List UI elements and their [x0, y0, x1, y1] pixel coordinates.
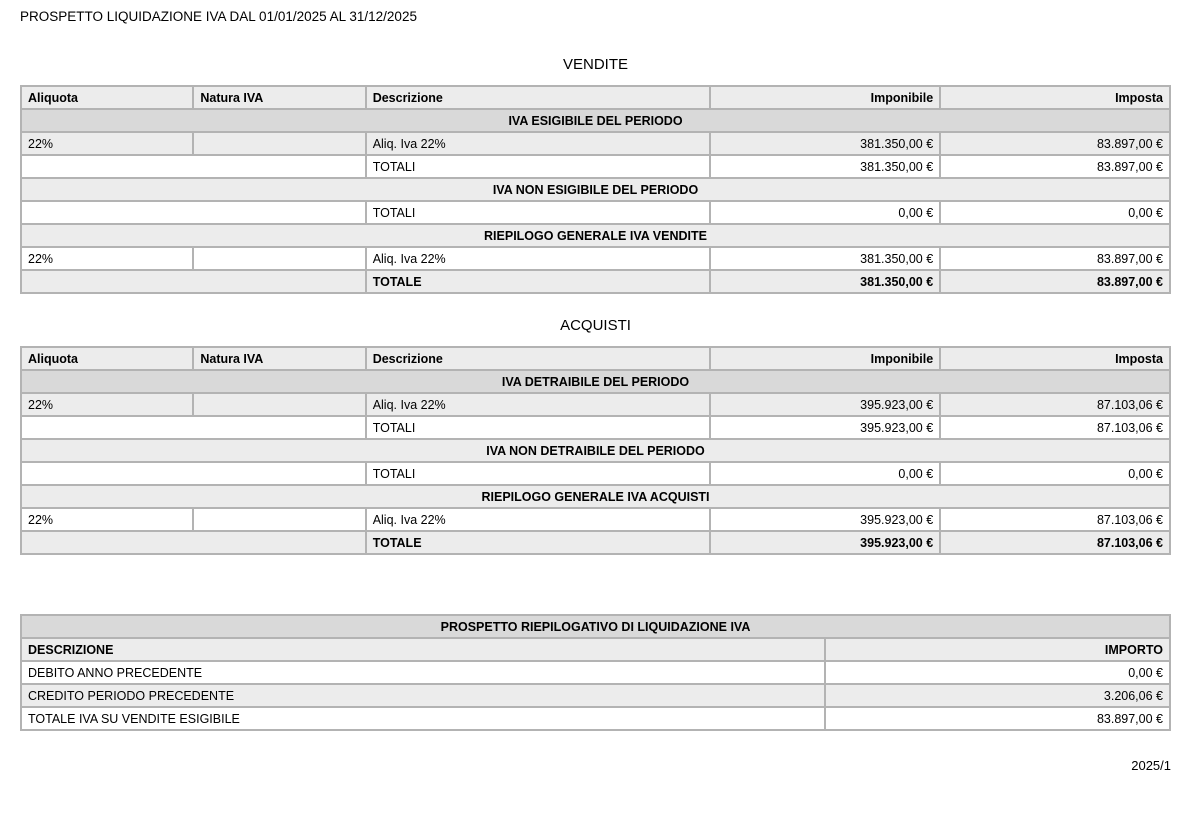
cell-natura-iva — [193, 247, 365, 270]
cell-descrizione: Aliq. Iva 22% — [366, 132, 711, 155]
column-header-imposta: Imposta — [940, 86, 1170, 109]
cell-descrizione: Aliq. Iva 22% — [366, 508, 711, 531]
cell-descrizione: DEBITO ANNO PRECEDENTE — [21, 661, 825, 684]
document-title: PROSPETTO LIQUIDAZIONE IVA DAL 01/01/2025 AL 31/12/2025 — [20, 9, 417, 24]
cell-imposta: 87.103,06 € — [940, 416, 1170, 439]
cell-aliquota: 22% — [21, 393, 193, 416]
cell-imponibile: 395.923,00 € — [710, 393, 940, 416]
table-row — [21, 661, 1170, 684]
cell-descrizione: CREDITO PERIODO PRECEDENTE — [21, 684, 825, 707]
grand-total-row — [21, 531, 1170, 554]
empty-cell — [21, 462, 366, 485]
cell-importo: 83.897,00 € — [825, 707, 1170, 730]
empty-cell — [21, 155, 366, 178]
cell-aliquota: 22% — [21, 247, 193, 270]
cell-natura-iva — [193, 508, 365, 531]
cell-imponibile: 0,00 € — [710, 201, 940, 224]
vendite-table — [20, 85, 1171, 294]
acquisti-table — [20, 346, 1171, 555]
cell-imposta: 83.897,00 € — [940, 247, 1170, 270]
riepilogo-title: PROSPETTO RIEPILOGATIVO DI LIQUIDAZIONE IVA — [21, 615, 1170, 638]
cell-imposta: 83.897,00 € — [940, 155, 1170, 178]
table-row — [21, 393, 1170, 416]
total-row — [21, 155, 1170, 178]
section-label: RIEPILOGO GENERALE IVA ACQUISTI — [21, 485, 1170, 508]
cell-descrizione: TOTALE — [366, 531, 711, 554]
total-row — [21, 462, 1170, 485]
cell-natura-iva — [193, 393, 365, 416]
cell-imposta: 87.103,06 € — [940, 508, 1170, 531]
column-header-descrizione: Descrizione — [366, 347, 711, 370]
section-header-row — [21, 439, 1170, 462]
cell-imposta: 87.103,06 € — [940, 393, 1170, 416]
empty-cell — [21, 201, 366, 224]
cell-natura-iva — [193, 132, 365, 155]
column-header-importo: IMPORTO — [825, 638, 1170, 661]
table-row — [21, 508, 1170, 531]
cell-imposta: 0,00 € — [940, 462, 1170, 485]
section-header-row — [21, 370, 1170, 393]
cell-descrizione: TOTALE IVA SU VENDITE ESIGIBILE — [21, 707, 825, 730]
empty-cell — [21, 531, 366, 554]
cell-aliquota: 22% — [21, 132, 193, 155]
column-header-natura-iva: Natura IVA — [193, 347, 365, 370]
cell-aliquota: 22% — [21, 508, 193, 531]
section-label: IVA NON DETRAIBILE DEL PERIODO — [21, 439, 1170, 462]
table-row — [21, 132, 1170, 155]
cell-imponibile: 381.350,00 € — [710, 132, 940, 155]
column-header-natura-iva: Natura IVA — [193, 86, 365, 109]
section-header-row — [21, 109, 1170, 132]
column-header-aliquota: Aliquota — [21, 347, 193, 370]
cell-importo: 0,00 € — [825, 661, 1170, 684]
cell-imponibile: 395.923,00 € — [710, 416, 940, 439]
section-label: IVA NON ESIGIBILE DEL PERIODO — [21, 178, 1170, 201]
cell-importo: 3.206,06 € — [825, 684, 1170, 707]
column-header-descrizione: DESCRIZIONE — [21, 638, 825, 661]
section-header-row — [21, 485, 1170, 508]
cell-descrizione: TOTALI — [366, 201, 711, 224]
cell-imponibile: 381.350,00 € — [710, 270, 940, 293]
cell-descrizione: TOTALI — [366, 155, 711, 178]
section-label: IVA DETRAIBILE DEL PERIODO — [21, 370, 1170, 393]
grand-total-row — [21, 270, 1170, 293]
total-row — [21, 201, 1170, 224]
empty-cell — [21, 270, 366, 293]
page-number: 2025/1 — [1131, 758, 1171, 773]
column-header-imponibile: Imponibile — [710, 86, 940, 109]
acquisti-heading: ACQUISTI — [560, 317, 631, 334]
section-header-row — [21, 178, 1170, 201]
vendite-heading: VENDITE — [562, 56, 628, 73]
cell-descrizione: Aliq. Iva 22% — [366, 247, 711, 270]
table-row — [21, 707, 1170, 730]
column-header-imposta: Imposta — [940, 347, 1170, 370]
section-label: RIEPILOGO GENERALE IVA VENDITE — [21, 224, 1170, 247]
table-row — [21, 684, 1170, 707]
cell-descrizione: Aliq. Iva 22% — [366, 393, 711, 416]
cell-imponibile: 395.923,00 € — [710, 508, 940, 531]
cell-imponibile: 381.350,00 € — [710, 155, 940, 178]
cell-imposta: 83.897,00 € — [940, 270, 1170, 293]
column-header-imponibile: Imponibile — [710, 347, 940, 370]
empty-cell — [21, 416, 366, 439]
riepilogo-header-row — [21, 638, 1170, 661]
cell-descrizione: TOTALE — [366, 270, 711, 293]
column-header-descrizione: Descrizione — [366, 86, 711, 109]
total-row — [21, 416, 1170, 439]
cell-imponibile: 0,00 € — [710, 462, 940, 485]
cell-descrizione: TOTALI — [366, 416, 711, 439]
table-row — [21, 247, 1170, 270]
section-label: IVA ESIGIBILE DEL PERIODO — [21, 109, 1170, 132]
column-header-aliquota: Aliquota — [21, 86, 193, 109]
riepilogo-title-row — [21, 615, 1170, 638]
cell-imposta: 0,00 € — [940, 201, 1170, 224]
riepilogo-table — [20, 614, 1171, 731]
cell-descrizione: TOTALI — [366, 462, 711, 485]
cell-imposta: 87.103,06 € — [940, 531, 1170, 554]
cell-imponibile: 395.923,00 € — [710, 531, 940, 554]
cell-imposta: 83.897,00 € — [940, 132, 1170, 155]
cell-imponibile: 381.350,00 € — [710, 247, 940, 270]
vendite-header-row — [21, 86, 1170, 109]
section-header-row — [21, 224, 1170, 247]
acquisti-header-row — [21, 347, 1170, 370]
